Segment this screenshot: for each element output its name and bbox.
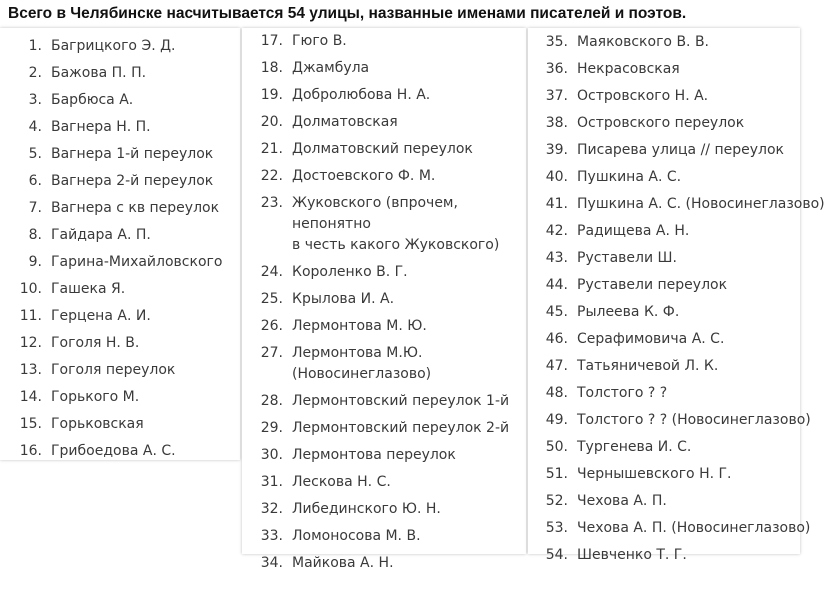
- item-number: 34.: [260, 555, 283, 571]
- street-name: [42, 441, 176, 462]
- street-list-item: [242, 259, 526, 286]
- street-list-item: [528, 326, 800, 353]
- street-name-text: Грибоедова А. С.: [51, 443, 176, 459]
- street-name: [42, 387, 139, 408]
- item-number: 30.: [260, 447, 283, 463]
- street-name-text: Жуковского (впрочем, непонятно: [292, 195, 458, 232]
- street-list-item: [242, 496, 526, 523]
- street-name-text: Татьяничевой Л. К.: [577, 358, 719, 374]
- street-list-item: [528, 56, 800, 83]
- street-name-text: Короленко В. Г.: [292, 264, 408, 280]
- street-name-text: Гоголя переулок: [51, 362, 176, 378]
- street-name-text: Вагнера с кв переулок: [51, 200, 220, 216]
- item-number: 16.: [19, 443, 42, 459]
- street-name: [42, 171, 213, 192]
- street-list-item: [528, 218, 800, 245]
- street-name: [568, 32, 709, 53]
- street-name: [568, 302, 679, 323]
- street-name-text: Руставели переулок: [577, 277, 728, 293]
- street-name-text-line-2: в честь какого Жуковского): [292, 237, 500, 253]
- street-name-text: Либединского Ю. Н.: [292, 501, 441, 517]
- street-name-text: Барбюса А.: [51, 92, 134, 108]
- item-number: 24.: [260, 264, 283, 280]
- item-number: 27.: [260, 345, 283, 361]
- street-name: [568, 221, 689, 242]
- street-list-item: [242, 388, 526, 415]
- item-number: 49.: [545, 412, 568, 428]
- item-number: 43.: [545, 250, 568, 266]
- street-name-text: Ломоносова М. В.: [292, 528, 421, 544]
- street-list-item: [0, 357, 240, 384]
- street-list-item: [528, 137, 800, 164]
- street-name-text: Достоевского Ф. М.: [292, 168, 436, 184]
- street-list-item: [0, 411, 240, 438]
- street-name: [568, 329, 724, 350]
- street-name: [568, 86, 708, 107]
- street-name: [283, 166, 435, 187]
- street-name-text: Маяковского В. В.: [577, 34, 710, 50]
- street-list: [528, 28, 825, 569]
- street-list-item: [242, 163, 526, 190]
- street-list-item: [0, 60, 240, 87]
- street-name-text: Чернышевского Н. Г.: [577, 466, 732, 482]
- street-name: [283, 31, 347, 52]
- item-number: 31.: [260, 474, 283, 490]
- street-name-text: Пушкина А. С.: [577, 169, 682, 185]
- street-name-text: Пушкина А. С. (Новосинеглазово): [577, 196, 825, 212]
- street-list-item: [0, 222, 240, 249]
- item-number: 36.: [545, 61, 568, 77]
- street-list-item: [0, 33, 240, 60]
- street-list-item: [528, 434, 800, 461]
- street-name: [283, 112, 398, 133]
- street-name-text: Бажова П. П.: [51, 65, 147, 81]
- item-number: 2.: [28, 65, 42, 81]
- item-number: 29.: [260, 420, 283, 436]
- item-number: 35.: [545, 34, 568, 50]
- street-name: [568, 248, 677, 269]
- street-name: [568, 356, 718, 377]
- item-number: 18.: [260, 60, 283, 76]
- street-name: [42, 252, 222, 273]
- street-name-text: Герцена А. И.: [51, 308, 151, 324]
- street-name: [283, 193, 522, 256]
- street-name: [568, 545, 687, 566]
- street-name: [283, 139, 473, 160]
- street-name-text: Лермонтова М. Ю.: [292, 318, 427, 334]
- street-name: [42, 414, 144, 435]
- item-number: 12.: [19, 335, 42, 351]
- street-list-item: [528, 407, 811, 434]
- street-list-item: [528, 29, 800, 56]
- item-number: 6.: [28, 173, 42, 189]
- item-number: 52.: [545, 493, 568, 509]
- item-number: 28.: [260, 393, 283, 409]
- street-name: [42, 117, 151, 138]
- street-list-item: [528, 542, 800, 569]
- street-name-text: Горького М.: [51, 389, 140, 405]
- street-list-item: [0, 195, 240, 222]
- street-name: [283, 553, 394, 574]
- item-number: 10.: [19, 281, 42, 297]
- street-name-text: Радищева А. Н.: [577, 223, 690, 239]
- item-number: 11.: [19, 308, 42, 324]
- street-name: [42, 198, 219, 219]
- street-list-item: [242, 340, 526, 388]
- street-list-column-2: [242, 28, 526, 571]
- item-number: 33.: [260, 528, 283, 544]
- street-name-text: Гюго В.: [292, 33, 347, 49]
- item-number: 5.: [28, 146, 42, 162]
- street-name: [568, 410, 811, 431]
- item-number: 13.: [19, 362, 42, 378]
- street-list-column-1: [0, 28, 240, 460]
- street-list-item: [528, 461, 800, 488]
- item-number: 41.: [545, 196, 568, 212]
- street-name-text-line-2: (Новосинеглазово): [292, 366, 432, 382]
- street-name: [42, 63, 146, 84]
- street-list-item: [242, 190, 526, 259]
- street-name: [283, 391, 509, 412]
- street-list-column-3: [528, 28, 825, 563]
- street-list-item: [0, 114, 240, 141]
- street-name-text: Багрицкого Э. Д.: [51, 38, 176, 54]
- street-list-item: [0, 438, 240, 465]
- street-name: [42, 36, 176, 57]
- street-name: [568, 113, 744, 134]
- street-list-item: [528, 245, 800, 272]
- street-list-item: [242, 136, 526, 163]
- street-name-text: Серафимовича А. С.: [577, 331, 725, 347]
- item-number: 17.: [260, 33, 283, 49]
- street-list-item: [528, 380, 800, 407]
- street-list-item: [528, 110, 800, 137]
- item-number: 14.: [19, 389, 42, 405]
- street-name-text: Гоголя Н. В.: [51, 335, 140, 351]
- item-number: 22.: [260, 168, 283, 184]
- item-number: 47.: [545, 358, 568, 374]
- street-name-text: Островского Н. А.: [577, 88, 709, 104]
- street-list-item: [0, 276, 240, 303]
- street-name: [283, 316, 427, 337]
- street-list-item: [242, 82, 526, 109]
- street-list-item: [0, 384, 240, 411]
- street-name-text: Тургенева И. С.: [577, 439, 692, 455]
- street-name-text: Гашека Я.: [51, 281, 126, 297]
- street-name: [283, 445, 456, 466]
- street-list-item: [528, 83, 800, 110]
- item-number: 51.: [545, 466, 568, 482]
- street-name: [283, 418, 509, 439]
- street-name: [568, 167, 681, 188]
- street-name: [568, 437, 691, 458]
- street-name-text: Толстого ? ?: [577, 385, 668, 401]
- street-name-text: Крылова И. А.: [292, 291, 395, 307]
- item-number: 44.: [545, 277, 568, 293]
- street-name-text: Джамбула: [292, 60, 370, 76]
- street-name-text: Майкова А. Н.: [292, 555, 394, 571]
- street-name-text: Лермонтовский переулок 1-й: [292, 393, 510, 409]
- street-list-item: [528, 164, 800, 191]
- item-number: 53.: [545, 520, 568, 536]
- street-name-text: Рылеева К. Ф.: [577, 304, 680, 320]
- item-number: 45.: [545, 304, 568, 320]
- street-list-item: [528, 515, 811, 542]
- street-name: [568, 518, 810, 539]
- item-number: 25.: [260, 291, 283, 307]
- street-name-text: Некрасовская: [577, 61, 680, 77]
- street-name: [42, 144, 213, 165]
- street-name-text: Добролюбова Н. А.: [292, 87, 431, 103]
- item-number: 26.: [260, 318, 283, 334]
- street-name: [42, 333, 139, 354]
- street-name: [283, 472, 391, 493]
- street-name: [568, 383, 667, 404]
- street-name: [283, 58, 369, 79]
- street-name-text: Чехова А. П.: [577, 493, 667, 509]
- item-number: 20.: [260, 114, 283, 130]
- street-list-item: [242, 313, 526, 340]
- item-number: 32.: [260, 501, 283, 517]
- street-name: [42, 279, 125, 300]
- item-number: 9.: [28, 254, 42, 270]
- street-list-item: [0, 87, 240, 114]
- street-name: [568, 59, 680, 80]
- street-name: [42, 225, 151, 246]
- street-list: [242, 28, 526, 577]
- item-number: 42.: [545, 223, 568, 239]
- street-list-item: [0, 168, 240, 195]
- street-list-item: [242, 415, 526, 442]
- street-name-text: Гарина-Михайловского: [51, 254, 223, 270]
- street-list-item: [0, 303, 240, 330]
- item-number: 46.: [545, 331, 568, 347]
- street-list-item: [528, 191, 825, 218]
- street-name-text: Чехова А. П. (Новосинеглазово): [577, 520, 811, 536]
- street-list-item: [0, 141, 240, 168]
- street-name: [42, 90, 133, 111]
- street-list-item: [0, 249, 240, 276]
- street-list-item: [242, 109, 526, 136]
- item-number: 50.: [545, 439, 568, 455]
- item-number: 4.: [28, 119, 42, 135]
- street-name: [42, 306, 151, 327]
- street-name-text: Долматовский переулок: [292, 141, 473, 157]
- street-name-text: Вагнера Н. П.: [51, 119, 151, 135]
- street-list-item: [242, 550, 526, 577]
- street-name-text: Толстого ? ? (Новосинеглазово): [577, 412, 811, 428]
- street-name: [283, 499, 441, 520]
- item-number: 15.: [19, 416, 42, 432]
- street-name: [42, 360, 175, 381]
- street-name: [568, 275, 727, 296]
- item-number: 3.: [28, 92, 42, 108]
- street-name-text: Долматовская: [292, 114, 398, 130]
- street-name-text: Писарева улица // переулок: [577, 142, 784, 158]
- item-number: 37.: [545, 88, 568, 104]
- street-list-item: [242, 469, 526, 496]
- item-number: 7.: [28, 200, 42, 216]
- street-name: [568, 491, 667, 512]
- street-name-text: Лермонтова М.Ю.: [292, 345, 423, 361]
- item-number: 38.: [545, 115, 568, 131]
- street-name-text: Руставели Ш.: [577, 250, 677, 266]
- street-name: [283, 289, 394, 310]
- street-name: [283, 526, 421, 547]
- street-list-item: [242, 442, 526, 469]
- street-list-item: [242, 523, 526, 550]
- street-name: [283, 85, 430, 106]
- street-list-item: [528, 272, 800, 299]
- item-number: 21.: [260, 141, 283, 157]
- street-list-item: [528, 299, 800, 326]
- street-name-text: Лермонтова переулок: [292, 447, 456, 463]
- street-name-text: Лермонтовский переулок 2-й: [292, 420, 510, 436]
- item-number: 1.: [28, 38, 42, 54]
- street-name-text: Лескова Н. С.: [292, 474, 391, 490]
- street-name-text: Горьковская: [51, 416, 144, 432]
- street-name-text: Гайдара А. П.: [51, 227, 151, 243]
- page-heading: Всего в Челябинске насчитывается 54 улицы, названные именами писателей и поэтов.: [8, 5, 687, 22]
- item-number: 39.: [545, 142, 568, 158]
- street-list-item: [528, 488, 800, 515]
- item-number: 8.: [28, 227, 42, 243]
- item-number: 19.: [260, 87, 283, 103]
- street-name: [283, 343, 522, 385]
- item-number: 23.: [260, 195, 283, 211]
- street-name-text: Вагнера 2-й переулок: [51, 173, 214, 189]
- street-list-item: [242, 286, 526, 313]
- item-number: 48.: [545, 385, 568, 401]
- street-name-text: Шевченко Т. Г.: [577, 547, 687, 563]
- item-number: 40.: [545, 169, 568, 185]
- street-list-item: [528, 353, 800, 380]
- street-list-item: [242, 28, 526, 55]
- street-name-text: Островского переулок: [577, 115, 745, 131]
- item-number: 54.: [545, 547, 568, 563]
- street-name-text: Вагнера 1-й переулок: [51, 146, 214, 162]
- street-name: [568, 464, 732, 485]
- street-list-item: [0, 330, 240, 357]
- street-name: [568, 140, 784, 161]
- street-name: [568, 194, 825, 215]
- street-list-item: [242, 55, 526, 82]
- street-name: [283, 262, 408, 283]
- street-list: [0, 28, 240, 465]
